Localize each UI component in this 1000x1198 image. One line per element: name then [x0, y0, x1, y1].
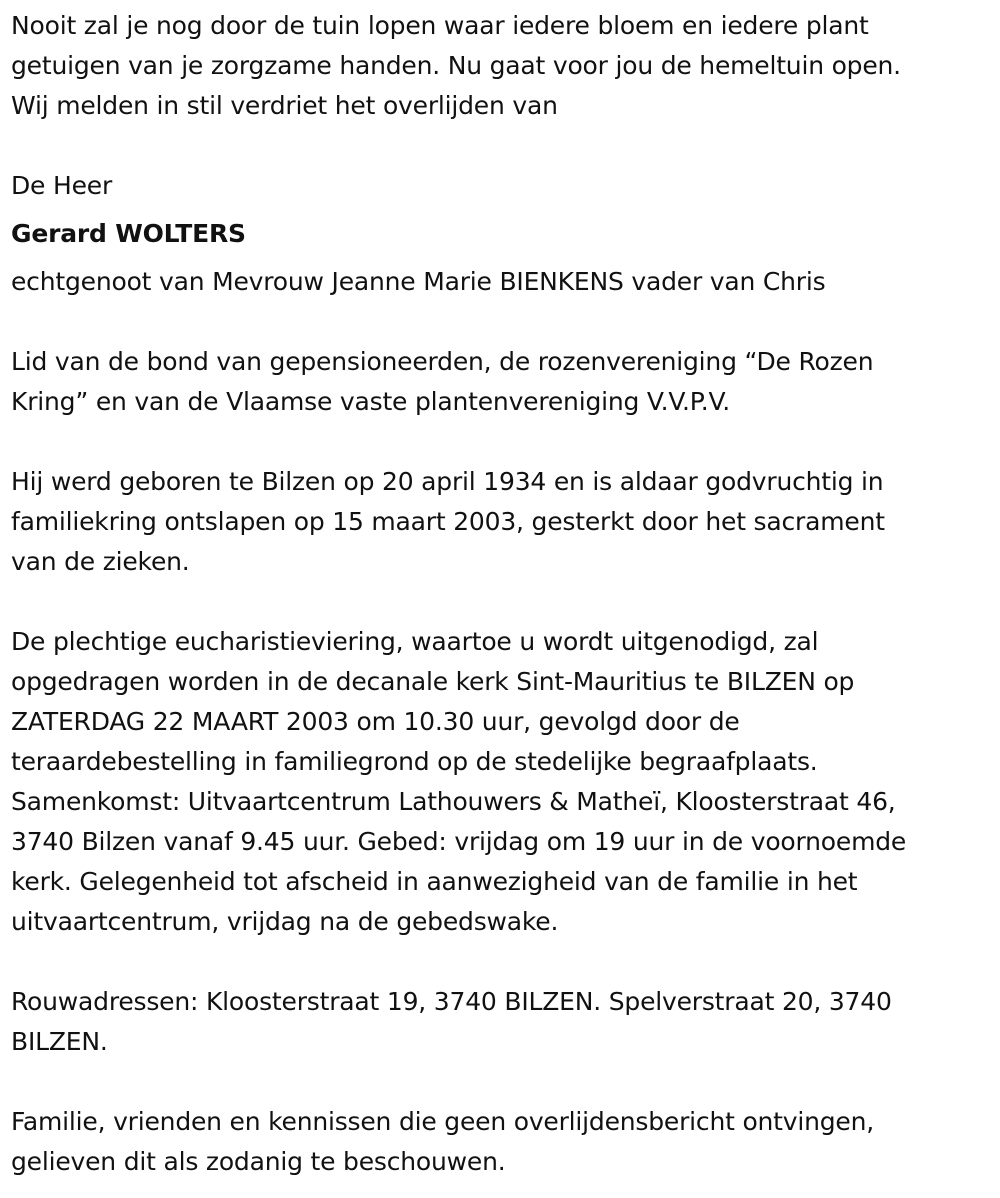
intro-line-3: Wij melden in stil verdriet het overlijden van — [11, 91, 558, 120]
closing-line-1: Familie, vrienden en kennissen die geen overlijdensbericht ontvingen, — [11, 1107, 875, 1136]
ceremony-line-6: 3740 Bilzen vanaf 9.45 uur. Gebed: vrijdag om 19 uur in de voornoemde — [11, 827, 907, 856]
birth-death-line-1: Hij werd geboren te Bilzen op 20 april 1934 en is aldaar godvruchtig in — [11, 467, 884, 496]
ceremony-line-7: kerk. Gelegenheid tot afscheid in aanwezigheid van de familie in het — [11, 867, 858, 896]
closing-line-2: gelieven dit als zodanig te beschouwen. — [11, 1147, 506, 1176]
ceremony-line-8: uitvaartcentrum, vrijdag na de gebedswake. — [11, 907, 559, 936]
birth-death-line-3: van de zieken. — [11, 547, 190, 576]
ceremony-line-3: ZATERDAG 22 MAART 2003 om 10.30 uur, gevolgd door de — [11, 707, 740, 736]
ceremony-line-1: De plechtige eucharistieviering, waartoe u wordt uitgenodigd, zal — [11, 627, 819, 656]
membership-line-1: Lid van de bond van gepensioneerden, de rozenvereniging “De Rozen — [11, 347, 874, 376]
addresses-line-2: BILZEN. — [11, 1027, 108, 1056]
membership-line-2: Kring” en van de Vlaamse vaste plantenvereniging V.V.P.V. — [11, 387, 730, 416]
ceremony-line-2: opgedragen worden in de decanale kerk Sint-Mauritius te BILZEN op — [11, 667, 855, 696]
ceremony-line-4: teraardebestelling in familiegrond op de stedelijke begraafplaats. — [11, 747, 818, 776]
salutation: De Heer — [11, 171, 113, 200]
ceremony-line-5: Samenkomst: Uitvaartcentrum Lathouwers & Matheï, Kloosterstraat 46, — [11, 787, 896, 816]
intro-line-2: getuigen van je zorgzame handen. Nu gaat voor jou de hemeltuin open. — [11, 51, 901, 80]
birth-death-line-2: familiekring ontslapen op 15 maart 2003, gesterkt door het sacrament — [11, 507, 885, 536]
addresses-line-1: Rouwadressen: Kloosterstraat 19, 3740 BILZEN. Spelverstraat 20, 3740 — [11, 987, 892, 1016]
intro-line-1: Nooit zal je nog door de tuin lopen waar iedere bloem en iedere plant — [11, 11, 869, 40]
family-relations: echtgenoot van Mevrouw Jeanne Marie BIENKENS vader van Chris — [11, 267, 826, 296]
deceased-name: Gerard WOLTERS — [11, 219, 246, 248]
